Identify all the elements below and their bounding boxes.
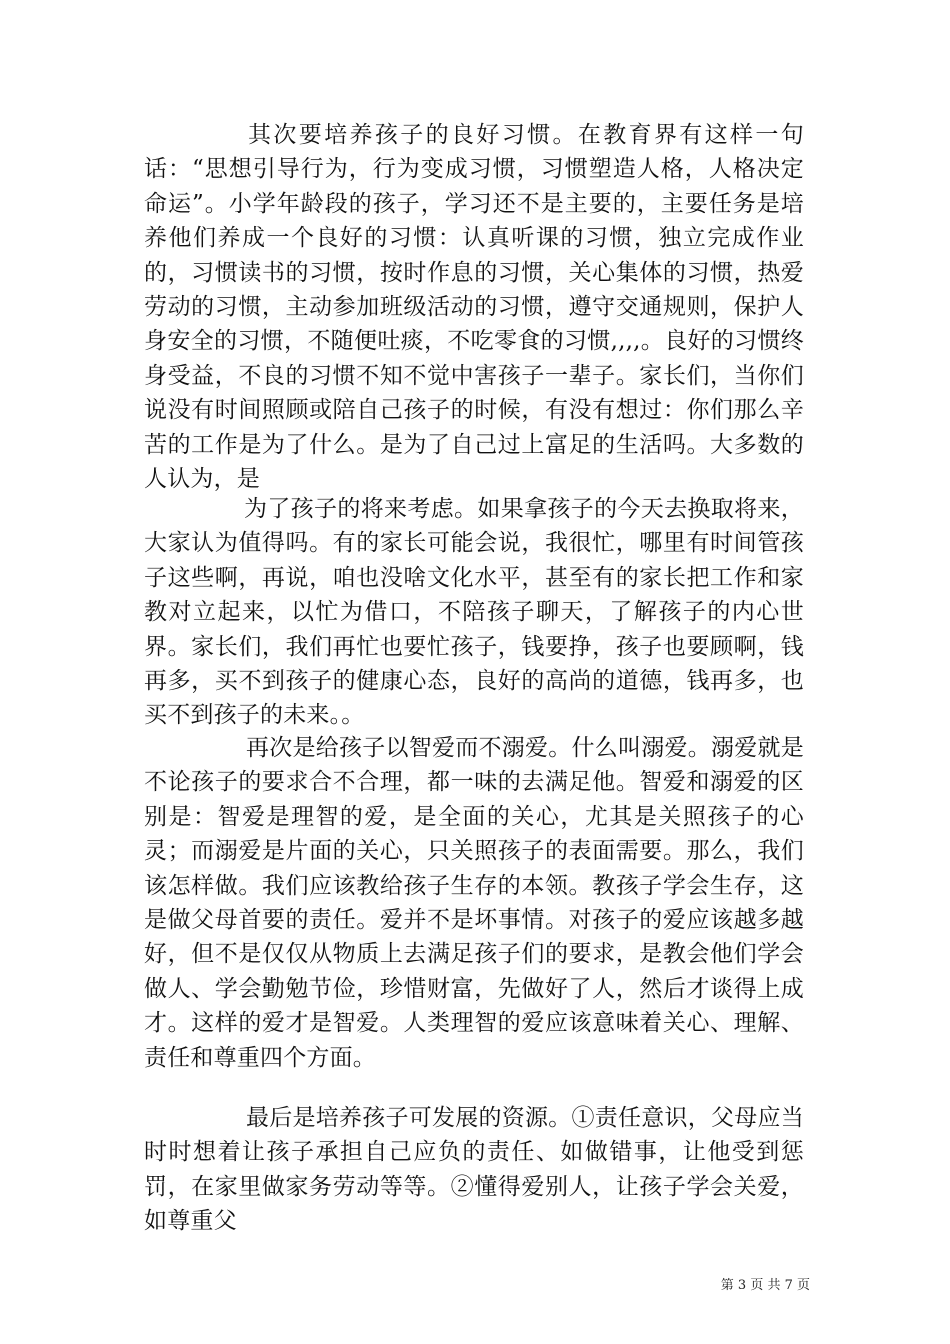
paragraph-childs-future: 为了孩子的将来考虑。如果拿孩子的今天去换取将来，大家认为值得吗。有的家长可能会说，我很忙，哪里有时间管孩子这些啊，再说，咱也没啥文化水平，甚至有的家长把工作和家教对立起来，以忙为借口，不陪孩子聊天，了解孩子的内心世界。家长们，我们再忙也要忙孩子，钱要挣，孩子也要顾啊，钱再多，买不到孩子的健康心态，良好的高尚的道德，钱再多，也买不到孩子的未来。。: [144, 496, 804, 729]
paragraph-wise-love: 再次是给孩子以智爱而不溺爱。什么叫溺爱。溺爱就是不论孩子的要求合不合理，都一味的去满足他。智爱和溺爱的区别是：智爱是理智的爱，是全面的关心，尤其是关照孩子的心灵；而溺爱是片面的关心，只关照孩子的表面需要。那么，我们该怎样做。我们应该教给孩子生存的本领。教孩子学会生存，这是做父母首要的责任。爱并不是坏事情。对孩子的爱应该越多越好，但不是仅仅从物质上去满足孩子们的要求，是教会他们学会做人、学会勤勉节俭，珍惜财富，先做好了人，然后才谈得上成才。这样的爱才是智爱。人类理智的爱应该意味着关心、理解、责任和尊重四个方面。: [144, 735, 804, 1071]
paragraph-develop-resources: 最后是培养孩子可发展的资源。①责任意识，父母应当时时想着让孩子承担自己应负的责任、如做错事，让他受到惩罚，在家里做家务劳动等等。②懂得爱别人，让孩子学会关爱，如尊重父: [144, 1105, 804, 1235]
paragraph-good-habits: 其次要培养孩子的良好习惯。在教育界有这样一句话：“思想引导行为，行为变成习惯，习惯塑造人格，人格决定命运”。小学年龄段的孩子，学习还不是主要的，主要任务是培养他们养成一个良好的习惯：认真听课的习惯，独立完成作业的，习惯读书的习惯，按时作息的习惯，关心集体的习惯，热爱劳动的习惯，主动参加班级活动的习惯，遵守交通规则，保护人身安全的习惯，不随便吐痰，不吃零食的习惯,,,,。良好的习惯终身受益，不良的习惯不知不觉中害孩子一辈子。家长们，当你们说没有时间照顾或陪自己孩子的时候，有没有想过：你们那么辛苦的工作是为了什么。是为了自己过上富足的生活吗。大多数的人认为，是: [144, 122, 804, 493]
page-number-footer: 第 3 页 共 7 页: [720, 1278, 810, 1293]
